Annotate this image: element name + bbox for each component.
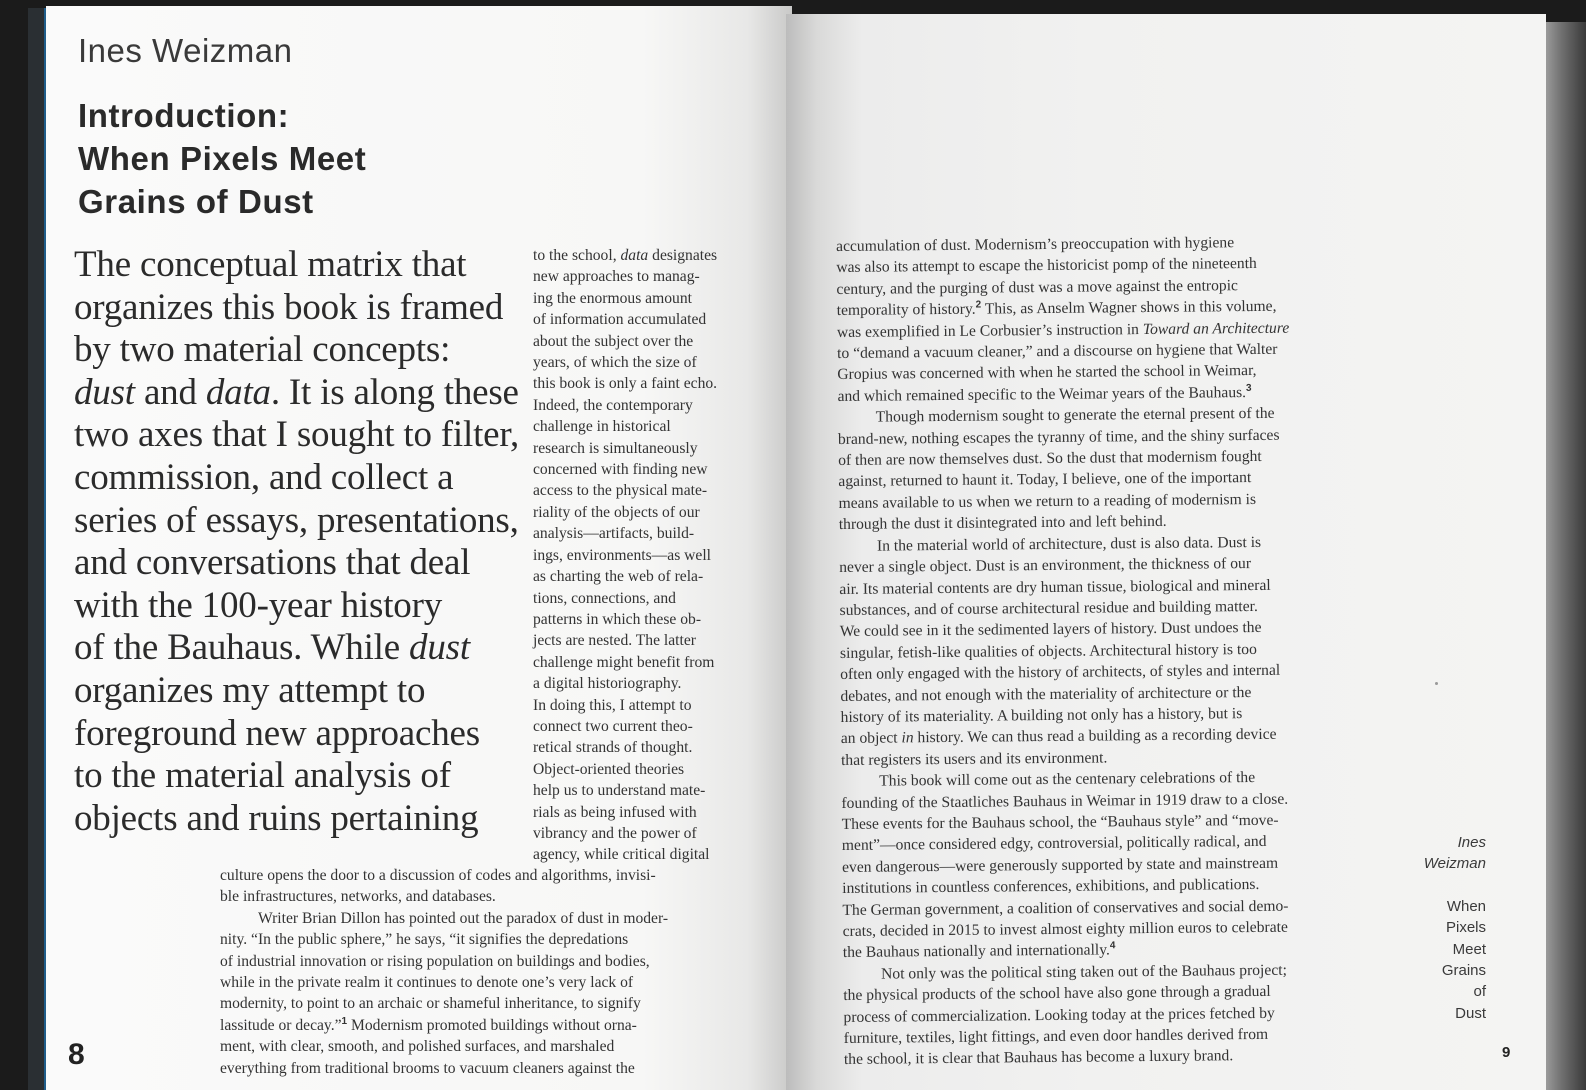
body-line: challenge in historical — [533, 418, 671, 436]
body-line: Gropius was concerned with when he started the school in Weimar, — [837, 362, 1257, 384]
body-line: modernity, to point to an archaic or shameful inheritance, to signify — [220, 995, 641, 1013]
lead-line: foreground new approaches — [74, 712, 480, 754]
body-line: was exemplified in Le Corbusier’s instruction in Toward an Architecture — [836, 319, 1290, 341]
page-number-left: 8 — [68, 1038, 85, 1071]
body-line: debates, and not enough with the materiality of architecture or the — [840, 683, 1252, 705]
body-line: These events for the Bauhaus school, the “Bauhaus style” and “move- — [841, 811, 1279, 833]
body-line: an object in history. We can thus read a building as a recording device — [840, 726, 1277, 748]
body-line: new approaches to manag- — [533, 268, 700, 286]
footnote-ref-2[interactable]: 2 — [975, 299, 982, 311]
body-line: century, and the purging of dust was a move against the entropic — [836, 276, 1239, 298]
body-line: to “demand a vacuum cleaner,” and a discourse on hygiene that Walter — [837, 340, 1278, 363]
body-line: even dangerous—were generously supported by state and mainstream — [841, 854, 1279, 876]
body-line: patterns in which these ob- — [533, 610, 702, 628]
body-line: against, returned to haunt it. Today, I believe, one of the important — [838, 469, 1252, 491]
body-line: institutions in countless conferences, exhibitions, and publications. — [842, 876, 1260, 898]
running-author: Ines Weizman — [1423, 834, 1486, 873]
body-line: This book will come out as the centenary celebrations of the — [879, 769, 1256, 790]
running-header — [1424, 832, 1486, 1024]
lead-line: to the material analysis of — [74, 755, 451, 797]
body-line: Indeed, the contemporary — [533, 396, 693, 414]
body-line: culture opens the door to a discussion of codes and algorithms, invisi- — [220, 867, 656, 884]
body-line: access to the physical mate- — [533, 482, 708, 500]
body-line: history of its materiality. A building not only has a history, but is — [840, 705, 1243, 726]
body-line: as charting the web of rela- — [533, 568, 704, 586]
lead-line: organizes my attempt to — [74, 669, 426, 711]
body-line: founding of the Staatliches Bauhaus in Weimar in 1919 draw to a close. — [841, 790, 1289, 812]
right-page — [786, 14, 1546, 1090]
wide-column — [220, 865, 750, 1079]
body-line: ings, environments—as well — [533, 546, 712, 564]
body-line: this book is only a faint echo. — [533, 375, 718, 393]
narrow-column — [533, 245, 763, 866]
body-line: the Bauhaus nationally and internationally.$^4$ — [842, 940, 1116, 962]
body-line: ment, with clear, smooth, and polished surfaces, and marshaled — [220, 1038, 615, 1056]
book-title-emph: Toward an Architecture — [1142, 319, 1290, 338]
body-line: We could see in it the sedimented layers of history. Dust undoes the — [839, 619, 1262, 641]
lead-line: The conceptual matrix that — [74, 244, 467, 285]
body-line: In the material world of architecture, dust is also data. Dust is — [876, 533, 1262, 555]
body-line: to the school, data designates — [533, 247, 718, 264]
body-line: accumulation of dust. Modernism’s preoccupation with hygiene — [836, 234, 1235, 255]
paper-speck — [1435, 682, 1438, 685]
body-line: substances, and of course architectural residue and building matter. — [839, 597, 1258, 619]
body-line: retical strands of thought. — [533, 739, 693, 757]
body-line: vibrancy and the power of — [533, 824, 697, 842]
body-line: was also its attempt to escape the historicist pomp of the nineteenth — [836, 255, 1257, 277]
page-number-right: 9 — [1502, 1044, 1511, 1061]
chapter-author: Ines Weizman — [78, 32, 293, 69]
body-line: Writer Brian Dillon has pointed out the paradox of dust in moder- — [258, 909, 669, 927]
body-line: agency, while critical digital — [533, 846, 710, 864]
lead-emph-data: data — [205, 371, 271, 413]
body-line: everything from traditional brooms to vacuum cleaners against the — [220, 1059, 635, 1077]
lead-line: two axes that I sought to filter, — [74, 414, 520, 456]
body-line: In doing this, I attempt to — [533, 696, 692, 714]
body-line: while in the private realm it continues to denote one’s very lack of — [220, 974, 634, 992]
body-line: jects are nested. The latter — [533, 632, 696, 650]
lead-line: of the Bauhaus. While dust — [74, 627, 470, 669]
body-line: process of commercialization. Looking today at the prices fetched by — [843, 1004, 1275, 1026]
body-line: tions, connections, and — [533, 589, 676, 607]
book-cover-edge — [28, 8, 48, 1090]
body-line: through the dust it disintegrated into and left behind. — [838, 513, 1167, 534]
body-line: years, of which the size of — [533, 354, 697, 372]
body-line: means available to us when we return to a reading of modernism is — [838, 490, 1257, 512]
body-line: of then are now themselves dust. So the dust that modernism fought — [838, 447, 1262, 470]
body-line: of industrial innovation or rising population on buildings and bodies, — [220, 952, 650, 970]
lead-line: series of essays, presentations, — [74, 499, 519, 541]
body-line: Not only was the political sting taken out of the Bauhaus project; — [881, 961, 1287, 983]
lead-line: by two material concepts: — [74, 329, 451, 371]
body-line: riality of the objects of our — [533, 503, 700, 521]
lead-emph-dust-2: dust — [409, 627, 470, 669]
body-line: ing the enormous amount — [533, 289, 692, 307]
lead-emph-dust: dust — [74, 371, 135, 413]
running-title: When Pixels Meet Grains of Dust — [1441, 897, 1486, 1022]
body-line: the school, it is clear that Bauhaus has become a luxury brand. — [843, 1047, 1234, 1069]
lead-line: dust and data. It is along these — [74, 371, 519, 413]
body-line: never a single object. Dust is an environment, the thickness of our — [839, 555, 1252, 577]
lead-line: commission, and collect a — [74, 456, 454, 498]
lead-line: with the 100-year history — [74, 584, 442, 626]
body-line: furniture, textiles, light fittings, and even door handles derived from — [843, 1025, 1269, 1047]
footnote-ref-3[interactable]: 3 — [1245, 382, 1252, 394]
body-line: the physical products of the school have also gone through a gradual — [843, 983, 1271, 1005]
body-line: lassitude or decay.”$^1$ Modernism promoted buildings without orna- — [220, 1015, 637, 1034]
body-line: often only engaged with the history of architects, of styles and internal — [840, 661, 1281, 684]
lead-line: objects and ruins pertaining — [74, 797, 479, 839]
body-line: brand-new, nothing escapes the tyranny of time, and the shiny surfaces — [837, 426, 1280, 448]
title-line: When Pixels Meet — [78, 140, 367, 177]
body-line: nity. “In the public sphere,” he says, “it signifies the depredations — [220, 931, 629, 949]
body-line: connect two current theo- — [533, 717, 693, 735]
title-line: Grains of Dust — [78, 183, 314, 220]
body-line: singular, fetish-like qualities of objects. Architectural history is too — [839, 640, 1257, 662]
body-line: ble infrastructures, networks, and databases. — [220, 888, 496, 906]
body-line: about the subject over the — [533, 332, 694, 350]
chapter-title — [78, 94, 366, 223]
left-page — [46, 6, 792, 1090]
book-page-edges — [1546, 22, 1586, 1090]
lead-line: and conversations that deal — [74, 542, 471, 584]
body-line: of information accumulated — [533, 311, 707, 329]
body-line: help us to understand mate- — [533, 782, 706, 800]
body-line: Though modernism sought to generate the eternal present of the — [875, 405, 1275, 426]
body-line: Object-oriented theories — [533, 760, 685, 778]
body-line: research is simultaneously — [533, 439, 698, 457]
body-line: concerned with finding new — [533, 461, 708, 479]
title-line: Introduction: — [78, 97, 290, 134]
body-line: air. Its material contents are dry human tissue, biological and mineral — [839, 576, 1271, 598]
body-line: rials as being infused with — [533, 803, 697, 821]
footnote-ref-4[interactable]: 4 — [1109, 940, 1116, 952]
body-line: ment”—once considered edgy, controversial, politically radical, and — [841, 833, 1267, 855]
body-line: crats, decided in 2015 to invest almost eighty million euros to celebrate — [842, 918, 1288, 940]
body-line: challenge might benefit from — [533, 653, 715, 671]
body-line: that registers its users and its environment. — [840, 749, 1108, 769]
footnote-ref-1[interactable]: 1 — [341, 1015, 348, 1027]
body-line: a digital historiography. — [533, 675, 682, 693]
body-line: The German government, a coalition of conservatives and social demo- — [842, 897, 1289, 919]
body-line: and which remained specific to the Weimar years of the Bauhaus.$^3$ — [837, 382, 1252, 405]
lead-line: organizes this book is framed — [74, 286, 504, 328]
body-line: temporality of history.$^2$ This, as Anselm Wagner shows in this volume, — [836, 297, 1277, 320]
right-column — [836, 231, 1374, 1071]
lead-paragraph — [74, 244, 534, 840]
body-line: analysis—artifacts, build- — [533, 525, 695, 543]
